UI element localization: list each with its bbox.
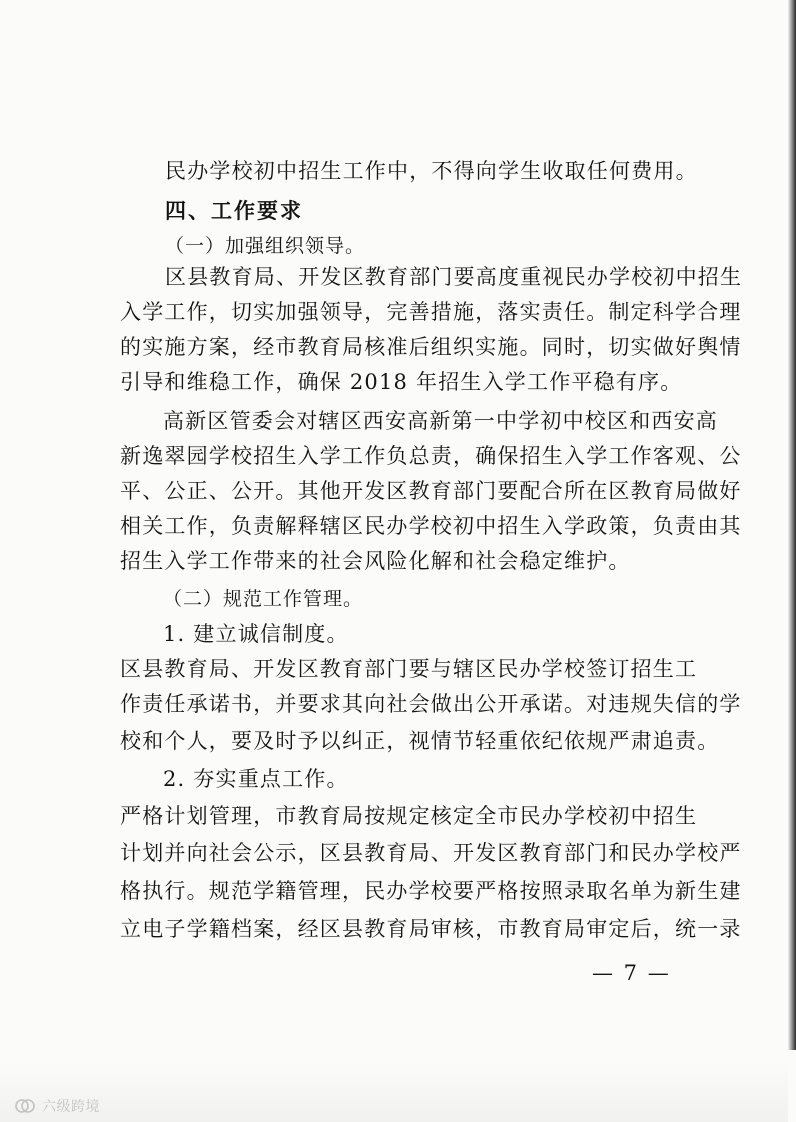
watermark: [14, 1096, 100, 1116]
text-line-1: 民办学校初中招生工作中，不得向学生收取任何费用。: [165, 159, 698, 183]
text-line-16: 作责任承诺书，并要求其向社会做出公开承诺。对违规失信的学: [120, 692, 742, 716]
page-edge-shadow: [788, 0, 796, 1050]
text-line-22: 立电子学籍档案，经区县教育局审核，市教育局审定后，统一录: [120, 917, 742, 941]
subsection-heading-1: （一）加强组织领导。: [165, 235, 366, 257]
text-line-17: 校和个人，要及时予以纠正，视情节轻重依纪依规严肃追责。: [120, 729, 720, 753]
text-line-4: 区县教育局、开发区教育部门要高度重视民办学校初中招生: [165, 265, 743, 289]
watermark-text: 六级跨境: [42, 1099, 100, 1115]
text-line-6: 的实施方案，经市教育局核准后组织实施。同时，切实做好舆情: [120, 335, 742, 359]
page-bottom-shade: [0, 1062, 788, 1122]
text-line-8: 高新区管委会对辖区西安高新第一中学初中校区和西安高: [163, 409, 718, 433]
subsection-heading-2: （二）规范工作管理。: [163, 588, 364, 610]
item-heading-2: 2. 夯实重点工作。: [163, 767, 349, 791]
section-heading: 四、工作要求: [165, 199, 303, 223]
text-line-7: 引导和维稳工作，确保 2018 年招生入学工作平稳有序。: [120, 370, 683, 394]
text-line-9: 新逸翠园学校招生入学工作负总责，确保招生入学工作客观、公: [120, 444, 742, 468]
text-line-15: 区县教育局、开发区教育部门要与辖区民办学校签订招生工: [120, 657, 698, 681]
page-number: — 7 —: [592, 961, 671, 985]
watermark-logo-icon: [14, 1098, 36, 1114]
text-line-20: 计划并向社会公示，区县教育局、开发区教育部门和民办学校严: [120, 841, 742, 865]
text-line-21: 格执行。规范学籍管理，民办学校要严格按照录取名单为新生建: [120, 879, 742, 903]
item-heading-1: 1. 建立诚信制度。: [163, 622, 349, 646]
text-line-19: 严格计划管理，市教育局按规定核定全市民办学校初中招生: [120, 804, 698, 828]
text-line-12: 招生入学工作带来的社会风险化解和社会稳定维护。: [120, 549, 631, 573]
text-line-5: 入学工作，切实加强领导，完善措施，落实责任。制定科学合理: [120, 300, 742, 324]
text-line-10: 平、公正、公开。其他开发区教育部门要配合所在区教育局做好: [120, 479, 742, 503]
text-line-11: 相关工作，负责解释辖区民办学校初中招生入学政策，负责由其: [120, 514, 742, 538]
